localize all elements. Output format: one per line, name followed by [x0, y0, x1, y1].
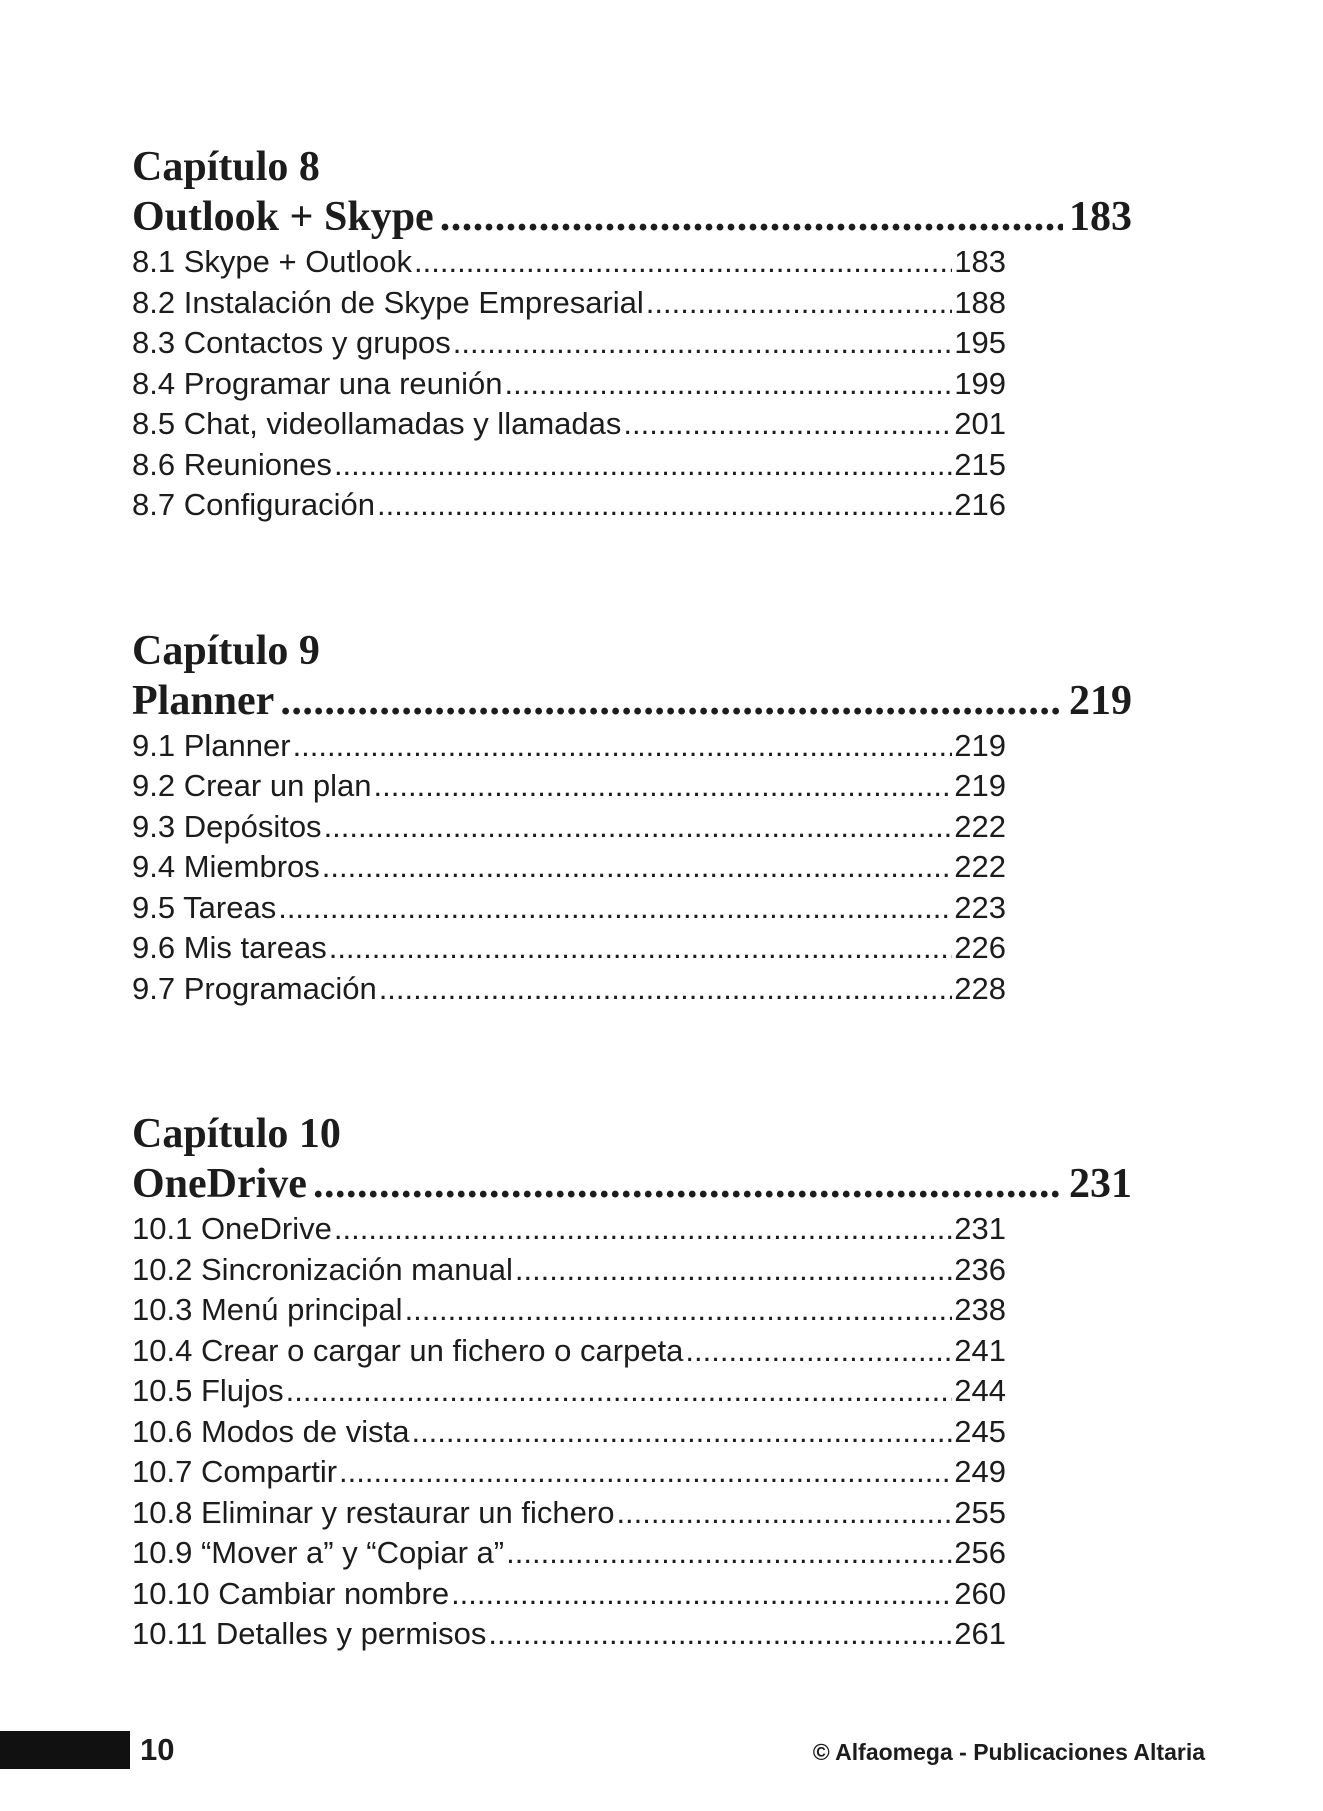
dot-leader: [506, 1533, 952, 1574]
entry-title: 8.3 Contactos y grupos: [132, 325, 451, 360]
chapter-label: Capítulo 9: [132, 627, 320, 674]
entry-title: 10.1 OneDrive: [132, 1211, 332, 1246]
toc-entry: [132, 1412, 1006, 1453]
entry-page: 216: [954, 487, 1006, 522]
entry-page: 226: [954, 930, 1006, 965]
entry-title: 9.6 Mis tareas: [132, 930, 327, 965]
toc-entry: [132, 766, 1006, 807]
toc-entry: [132, 485, 1006, 526]
chapter-title: Outlook + Skype: [132, 194, 434, 240]
chapter-section: [132, 1109, 1132, 1655]
dot-leader: [286, 1371, 953, 1412]
entry-title: 8.4 Programar una reunión: [132, 365, 503, 401]
dot-leader: [411, 1412, 952, 1453]
entry-title: 10.10 Cambiar nombre: [132, 1575, 450, 1611]
dot-leader: [451, 1574, 952, 1615]
toc-entry: [132, 888, 1006, 929]
entry-page: 188: [954, 284, 1006, 320]
toc-entry: [132, 1614, 1006, 1655]
entry-title: 10.2 Sincronización manual: [132, 1251, 513, 1287]
dot-leader: [334, 445, 952, 486]
entry-page: 195: [954, 325, 1006, 360]
dot-leader: [505, 364, 953, 405]
chapter-title-row: [132, 1159, 1132, 1209]
toc-entry: [132, 1290, 1006, 1331]
entry-title: 8.2 Instalación de Skype Empresarial: [132, 284, 644, 320]
entry-page: 219: [954, 768, 1006, 803]
entry-page: 238: [954, 1292, 1006, 1327]
entry-title: 9.3 Depósitos: [132, 808, 322, 844]
dot-leader: [280, 676, 1063, 726]
page-number: 10: [140, 1732, 175, 1767]
toc-entry: [132, 969, 1006, 1010]
entry-list: [132, 726, 1132, 1010]
entry-title: 8.7 Configuración: [132, 487, 375, 522]
toc-entry: [132, 847, 1006, 888]
dot-leader: [313, 1159, 1063, 1209]
entry-title: 9.4 Miembros: [132, 849, 320, 884]
toc-entry: [132, 1452, 1006, 1493]
table-of-contents: [132, 142, 1132, 1755]
entry-page: 199: [954, 365, 1006, 401]
entry-title: 10.7 Compartir: [132, 1454, 338, 1489]
entry-page: 241: [954, 1332, 1006, 1368]
toc-entry: [132, 323, 1006, 364]
entry-page: 260: [954, 1575, 1006, 1611]
entry-title: 9.1 Planner: [132, 727, 291, 763]
dot-leader: [324, 807, 953, 848]
toc-entry: [132, 445, 1006, 486]
entry-title: 10.4 Crear o cargar un fichero o carpeta: [132, 1332, 684, 1368]
entry-title: 9.2 Crear un plan: [132, 768, 372, 803]
entry-page: 244: [954, 1373, 1006, 1408]
entry-page: 222: [954, 849, 1006, 884]
entry-title: 8.5 Chat, videollamadas y llamadas: [132, 406, 622, 441]
entry-title: 8.6 Reuniones: [132, 446, 332, 482]
chapter-page: 219: [1069, 677, 1132, 724]
dot-leader: [488, 1614, 952, 1655]
toc-entry: [132, 1574, 1006, 1615]
entry-title: 10.11 Detalles y permisos: [132, 1616, 487, 1651]
chapter-title-row: [132, 192, 1132, 242]
entry-page: 183: [954, 244, 1006, 279]
copyright-notice: © Alfaomega - Publicaciones Altaria: [812, 1739, 1205, 1765]
chapter-section: [132, 626, 1132, 1010]
entry-page: 255: [954, 1494, 1006, 1530]
chapter-page: 231: [1069, 1161, 1132, 1207]
toc-entry: [132, 1250, 1006, 1291]
chapter-page: 183: [1069, 194, 1132, 240]
entry-page: 256: [954, 1535, 1006, 1570]
dot-leader: [293, 726, 953, 767]
dot-leader: [329, 928, 953, 969]
toc-entry: [132, 807, 1006, 848]
chapter-title: Planner: [132, 677, 275, 724]
toc-entry: [132, 1371, 1006, 1412]
dot-leader: [414, 242, 952, 283]
entry-page: 231: [954, 1211, 1006, 1246]
toc-entry: [132, 726, 1006, 767]
entry-title: 10.8 Eliminar y restaurar un fichero: [132, 1494, 615, 1530]
toc-entry: [132, 242, 1006, 283]
chapter-label: Capítulo 8: [132, 144, 320, 190]
entry-title: 10.9 “Mover a” y “Copiar a”: [132, 1535, 505, 1570]
toc-entry: [132, 283, 1006, 324]
dot-leader: [685, 1331, 952, 1372]
entry-page: 219: [954, 727, 1006, 763]
entry-page: 222: [954, 808, 1006, 844]
entry-page: 223: [954, 889, 1006, 925]
dot-leader: [623, 404, 952, 445]
dot-leader: [334, 1209, 952, 1250]
entry-list: [132, 1209, 1132, 1655]
dot-leader: [377, 485, 952, 526]
entry-page: 249: [954, 1454, 1006, 1489]
dot-leader: [278, 888, 952, 929]
dot-leader: [322, 847, 952, 888]
entry-page: 236: [954, 1251, 1006, 1287]
dot-leader: [453, 323, 952, 364]
dot-leader: [515, 1250, 952, 1291]
toc-entry: [132, 1533, 1006, 1574]
entry-title: 10.3 Menú principal: [132, 1292, 403, 1327]
entry-list: [132, 242, 1132, 526]
entry-title: 9.7 Programación: [132, 970, 377, 1006]
toc-entry: [132, 404, 1006, 445]
chapter-title-row: [132, 676, 1132, 726]
dot-leader: [440, 192, 1063, 242]
entry-title: 9.5 Tareas: [132, 889, 277, 925]
entry-title: 10.5 Flujos: [132, 1373, 284, 1408]
toc-entry: [132, 1209, 1006, 1250]
entry-page: 228: [954, 970, 1006, 1006]
footer-bar: [0, 1731, 130, 1769]
dot-leader: [405, 1290, 953, 1331]
entry-page: 201: [954, 406, 1006, 441]
entry-title: 8.1 Skype + Outlook: [132, 244, 413, 279]
entry-page: 215: [954, 446, 1006, 482]
toc-entry: [132, 1493, 1006, 1534]
toc-entry: [132, 364, 1006, 405]
entry-page: 245: [954, 1413, 1006, 1449]
dot-leader: [616, 1493, 952, 1534]
chapter-title: OneDrive: [132, 1161, 307, 1207]
toc-entry: [132, 928, 1006, 969]
dot-leader: [374, 766, 953, 807]
chapter-label: Capítulo 10: [132, 1111, 341, 1157]
dot-leader: [646, 283, 952, 324]
dot-leader: [339, 1452, 952, 1493]
chapter-section: [132, 142, 1132, 526]
dot-leader: [379, 969, 953, 1010]
entry-page: 261: [954, 1616, 1006, 1651]
entry-title: 10.6 Modos de vista: [132, 1413, 410, 1449]
toc-entry: [132, 1331, 1006, 1372]
